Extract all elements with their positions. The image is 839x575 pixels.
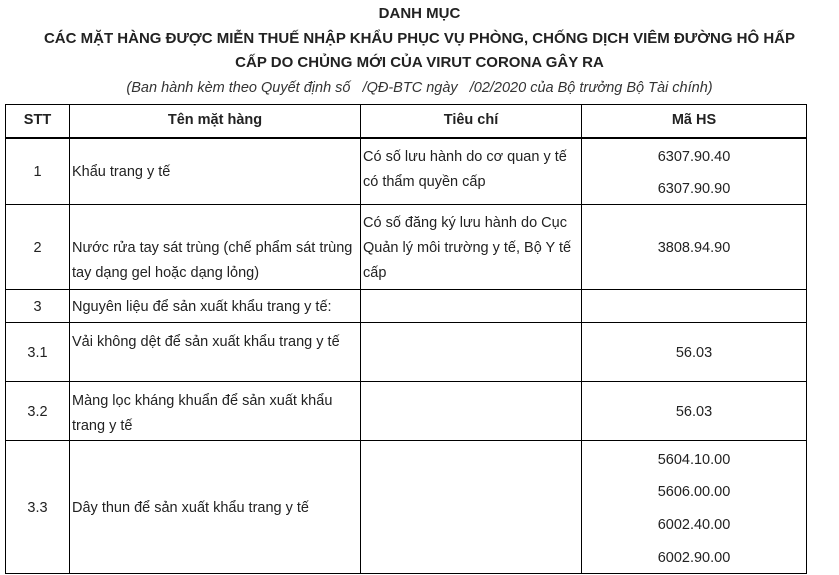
document-subtitle-line-2: CẤP DO CHỦNG MỚI CỦA VIRUT CORONA GÂY RA <box>235 54 604 71</box>
column-divider <box>69 104 70 574</box>
row-divider <box>5 289 806 290</box>
document-subtitle-line-1: CÁC MẶT HÀNG ĐƯỢC MIỄN THUẾ NHẬP KHẨU PHỤC VỤ PHÒNG, CHỐNG DỊCH VIÊM ĐƯỜNG HÔ HẤP <box>43 30 796 47</box>
row-hs-code: 6307.90.90 <box>657 181 731 197</box>
row-hs-code: 56.03 <box>675 345 713 361</box>
table-border-bottom <box>5 573 806 574</box>
row-item-name: Khẩu trang y tế <box>72 164 171 180</box>
header-divider <box>5 137 806 139</box>
column-divider <box>360 104 361 574</box>
column-header-stt: STT <box>23 112 52 128</box>
row-hs-code: 6002.40.00 <box>657 517 731 533</box>
row-hs-code: 56.03 <box>675 404 713 420</box>
document-title: DANH MỤC <box>378 5 461 22</box>
row-stt: 3.2 <box>27 404 48 420</box>
table-border-top <box>5 104 806 105</box>
row-criteria: Có số đăng ký lưu hành do Cục Quản lý môi trường y tế, Bộ Y tế cấp <box>363 215 572 281</box>
row-item-name: Dây thun để sản xuất khẩu trang y tế <box>72 500 309 516</box>
row-item-name: Nước rửa tay sát trùng (chế phẩm sát trùng tay dạng gel hoặc dạng lỏng) <box>72 240 353 281</box>
row-stt: 2 <box>33 240 42 256</box>
row-item-name: Vải không dệt để sản xuất khẩu trang y tế <box>72 334 340 350</box>
row-stt: 3.3 <box>27 500 48 516</box>
row-hs-code: 6307.90.40 <box>657 149 731 165</box>
row-hs-code: 5606.00.00 <box>657 484 731 500</box>
column-header-criteria: Tiêu chí <box>443 112 499 128</box>
row-divider <box>5 204 806 205</box>
column-header-name: Tên mặt hàng <box>167 112 263 128</box>
row-criteria: Có số lưu hành do cơ quan y tế có thẩm quyền cấp <box>363 149 567 190</box>
table-border-right <box>806 104 807 574</box>
issuance-note-text: (Ban hành kèm theo Quyết định số /QĐ-BTC ngày /02/2020 của Bộ trưởng Bộ Tài chính) <box>126 80 713 96</box>
row-stt: 3 <box>33 299 42 315</box>
row-item-name: Màng lọc kháng khuẩn để sản xuất khẩu trang y tế <box>72 393 333 434</box>
row-hs-code: 3808.94.90 <box>657 240 731 256</box>
row-item-name: Nguyên liệu để sản xuất khẩu trang y tế: <box>72 299 332 315</box>
column-header-hs-code: Mã HS <box>671 112 717 128</box>
row-divider <box>5 322 806 323</box>
row-divider <box>5 440 806 441</box>
row-hs-code: 6002.90.00 <box>657 550 731 566</box>
row-divider <box>5 381 806 382</box>
row-stt: 1 <box>33 164 42 180</box>
row-stt: 3.1 <box>27 345 48 361</box>
row-hs-code: 5604.10.00 <box>657 452 731 468</box>
issuance-note <box>0 78 839 98</box>
